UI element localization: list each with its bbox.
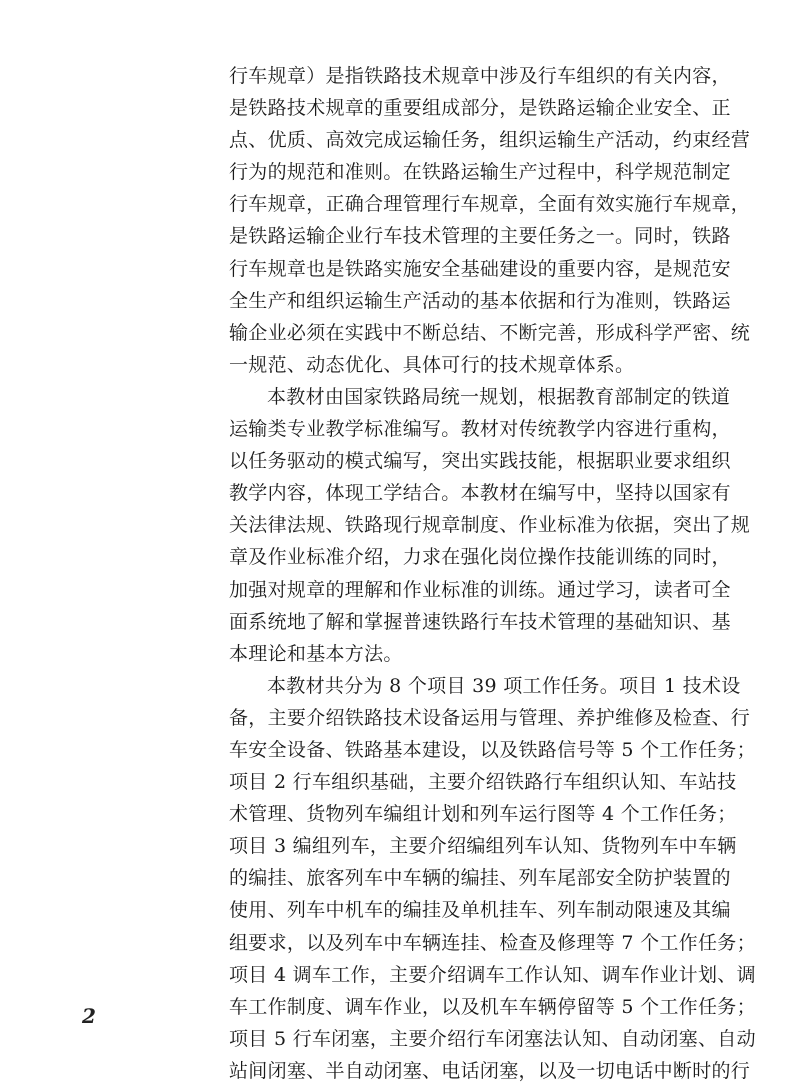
body-text bbox=[229, 60, 756, 1087]
text-line: 车安全设备、铁路基本建设，以及铁路信号等 5 个工作任务； bbox=[229, 738, 756, 761]
text-line: 术管理、货物列车编组计划和列车运行图等 4 个工作任务； bbox=[229, 803, 737, 826]
text-line: 行车规章，正确合理管理行车规章，全面有效实施行车规章， bbox=[229, 193, 751, 216]
text-line: 车工作制度、调车作业，以及机车车辆停留等 5 个工作任务； bbox=[229, 995, 756, 1018]
text-line: 面系统地了解和掌握普速铁路行车技术管理的基础知识、基 bbox=[229, 610, 731, 633]
text-line: 以任务驱动的模式编写，突出实践技能，根据职业要求组织 bbox=[229, 450, 731, 473]
text-line: 一规范、动态优化、具体可行的技术规章体系。 bbox=[229, 353, 635, 376]
text-line: 站间闭塞、半自动闭塞、电话闭塞，以及一切电话中断时的行 bbox=[229, 1059, 751, 1082]
text-line: 行为的规范和准则。在铁路运输生产过程中，科学规范制定 bbox=[229, 161, 731, 184]
text-line: 项目 3 编组列车，主要介绍编组列车认知、货物列车中车辆 bbox=[229, 835, 737, 858]
text-line: 行车规章也是铁路实施安全基础建设的重要内容，是规范安 bbox=[229, 257, 731, 280]
text-line: 本教材共分为 8 个项目 39 项工作任务。项目 1 技术设 bbox=[267, 674, 741, 697]
text-line: 点、优质、高效完成运输任务，组织运输生产活动，约束经营 bbox=[229, 129, 751, 152]
text-line: 章及作业标准介绍，力求在强化岗位操作技能训练的同时， bbox=[229, 546, 731, 569]
text-line: 本教材由国家铁路局统一规划，根据教育部制定的铁道 bbox=[267, 385, 731, 408]
text-line: 是铁路技术规章的重要组成部分，是铁路运输企业安全、正 bbox=[229, 97, 731, 120]
text-line: 备，主要介绍铁路技术设备运用与管理、养护维修及检查、行 bbox=[229, 706, 751, 729]
text-line: 项目 5 行车闭塞，主要介绍行车闭塞法认知、自动闭塞、自动 bbox=[229, 1027, 756, 1050]
text-line: 行车规章）是指铁路技术规章中涉及行车组织的有关内容， bbox=[229, 65, 731, 87]
text-line: 项目 2 行车组织基础，主要介绍铁路行车组织认知、车站技 bbox=[229, 771, 737, 794]
text-line: 是铁路运输企业行车技术管理的主要任务之一。同时，铁路 bbox=[229, 225, 731, 248]
text-line: 运输类专业教学标准编写。教材对传统教学内容进行重构， bbox=[229, 418, 731, 441]
text-line: 教学内容，体现工学结合。本教材在编写中，坚持以国家有 bbox=[229, 482, 731, 505]
text-line: 加强对规章的理解和作业标准的训练。通过学习，读者可全 bbox=[229, 578, 731, 601]
text-line: 输企业必须在实践中不断总结、不断完善，形成科学严密、统 bbox=[229, 321, 751, 344]
text-line: 的编挂、旅客列车中车辆的编挂、列车尾部安全防护装置的 bbox=[229, 867, 731, 890]
text-line: 项目 4 调车工作，主要介绍调车工作认知、调车作业计划、调 bbox=[229, 963, 756, 986]
text-line: 全生产和组织运输生产活动的基本依据和行为准则，铁路运 bbox=[229, 289, 731, 312]
page-number: 2 bbox=[82, 1004, 96, 1028]
text-line: 关法律法规、铁路现行规章制度、作业标准为依据，突出了规 bbox=[229, 514, 751, 537]
text-line: 组要求，以及列车中车辆连挂、检查及修理等 7 个工作任务； bbox=[229, 931, 756, 954]
text-line: 使用、列车中机车的编挂及单机挂车、列车制动限速及其编 bbox=[229, 899, 731, 922]
text-line: 本理论和基本方法。 bbox=[229, 642, 403, 665]
